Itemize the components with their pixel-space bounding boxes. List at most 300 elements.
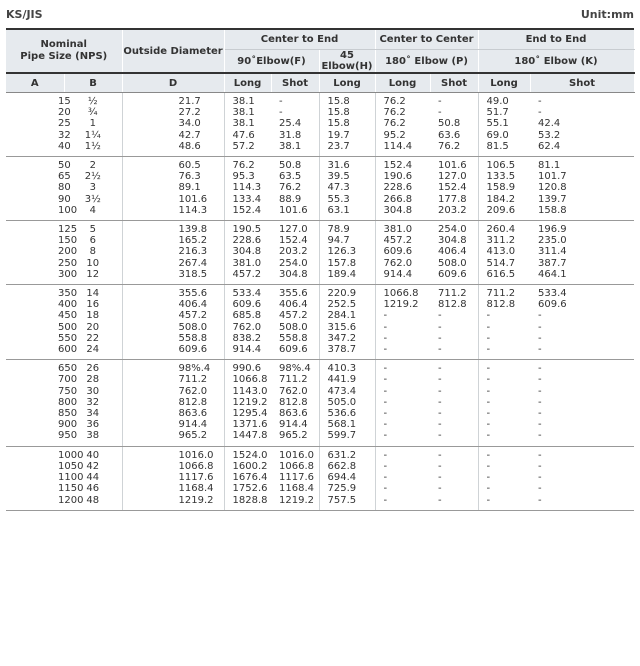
table-cell: 15 [58,96,71,107]
table-cell: - [538,472,542,484]
table-cell: - [478,360,530,375]
table-cell: 378.7 [319,344,375,360]
table-cell: 1066.8 [279,460,314,472]
table-cell: - [438,107,442,119]
table-cell: ½ [87,96,98,107]
table-cell: 12 [64,269,122,285]
table-cell: 711.2 [122,374,224,385]
table-cell: 20 [58,107,71,119]
table-cell: 1¼ [84,129,101,141]
table-cell: 284.1 [319,310,375,321]
table-cell: 21.7 [122,93,224,108]
table-cell: - [375,333,430,344]
table-cell: 76.3 [122,171,224,182]
table-cell: 228.6 [375,182,430,193]
table-cell: 101.6 [438,160,467,172]
table-cell: 609.6 [271,344,319,360]
table-row [6,194,634,205]
table-cell: 203.2 [279,246,308,258]
table-cell: - [538,107,542,119]
table-cell: 101.6 [122,194,224,205]
table-cell: 200 [58,246,78,258]
table-cell: 40 [86,449,100,461]
table-cell: - [538,408,542,420]
table-cell: 1828.8 [224,495,271,511]
table-cell: 34.0 [122,118,224,129]
table-cell: - [438,396,442,408]
table-cell: 250 [58,257,78,269]
table-cell: 1050 [58,460,84,472]
table-cell: 558.8 [279,332,308,344]
table-cell: 126.3 [319,246,375,257]
table-cell: - [375,322,430,333]
table-cell: - [538,374,542,386]
table-row [6,107,634,118]
table-cell: - [375,397,430,408]
table-cell: 750 [58,385,78,397]
table-cell: 16 [86,299,100,311]
table-cell: 387.7 [538,257,567,269]
table-cell: 26 [86,363,100,375]
column-code: B [64,73,122,93]
table-cell: 76.2 [279,182,302,194]
table-cell: 125 [58,224,78,236]
table-cell: 700 [58,374,78,386]
table-cell: 1 [89,118,96,130]
table-cell: 38 [64,430,122,446]
table-cell: - [478,310,530,321]
table-cell: - [478,419,530,430]
table-cell: 599.7 [319,430,375,446]
table-cell: - [375,472,430,483]
table-cell: - [530,495,634,511]
table-row [6,446,634,461]
table-cell: 1½ [64,141,122,157]
table-cell: 22 [86,332,100,344]
table-cell: - [375,430,430,446]
table-cell: - [438,310,442,322]
table-cell: - [438,449,442,461]
table-row [6,483,634,494]
table-cell: 355.6 [279,288,308,300]
table-cell: - [438,460,442,472]
column-code: Shot [430,73,478,93]
table-cell: 127.0 [438,171,467,183]
table-cell: 1295.4 [224,408,271,419]
table-cell: 228.6 [224,235,271,246]
table-cell: - [530,344,634,360]
col-center-to-end: Center to End [224,30,375,50]
table-cell: 400 [58,299,78,311]
table-cell: - [279,107,283,119]
table-cell: 152.4 [224,205,271,221]
table-cell: 42.7 [122,130,224,141]
table-cell: 100 [6,205,64,221]
table-cell: 558.8 [122,333,224,344]
table-cell: 15.8 [319,107,375,118]
table-cell: 1219.2 [122,495,224,511]
table-cell: 10 [86,257,100,269]
table-cell: 190.6 [375,171,430,182]
table-cell: 49.0 [478,93,530,108]
table-cell: 762.0 [375,258,430,269]
table-cell: 24 [64,344,122,360]
table-cell: - [375,386,430,397]
table-row [6,258,634,269]
table-cell: 196.9 [538,224,567,236]
table-body [6,93,634,511]
table-cell: 60.5 [122,157,224,172]
table-cell: 1371.6 [224,419,271,430]
table-row [6,171,634,182]
table-cell: 609.6 [224,299,271,310]
table-cell: - [538,419,542,431]
table-cell: 508.0 [122,322,224,333]
table-cell: 98%.4 [279,363,311,375]
table-cell: 1447.8 [224,430,271,446]
table-cell: 533.4 [224,285,271,300]
table-cell: 127.0 [279,224,308,236]
table-cell: 152.4 [375,157,430,172]
table-row [6,182,634,193]
table-cell: 32 [86,396,100,408]
table-cell: 441.9 [319,374,375,385]
table-cell: 550 [58,332,78,344]
table-cell: 762.0 [279,385,308,397]
table-cell: 88.9 [279,193,302,205]
table-cell: 914.4 [224,344,271,360]
table-cell: 98%.4 [122,360,224,375]
table-cell: 1066.8 [375,285,430,300]
table-cell: 457.2 [122,310,224,321]
table-cell: 609.6 [375,246,430,257]
table-cell: 381.0 [375,221,430,236]
table-cell: 609.6 [538,299,567,311]
table-cell: 473.4 [319,386,375,397]
table-cell: 55.1 [478,118,530,129]
table-cell: - [478,461,530,472]
page-header [6,6,634,22]
table-cell: 914.4 [375,269,430,285]
table-cell: - [538,310,542,322]
table-row [6,419,634,430]
table-row [6,322,634,333]
table-cell: - [438,96,442,107]
table-cell: 762.0 [224,322,271,333]
table-cell: 406.4 [438,246,467,258]
table-cell: 78.9 [319,221,375,236]
col-45-elbow: 45 Elbow(H) [319,50,375,74]
table-cell: 53.2 [538,129,561,141]
table-cell: 48 [64,495,122,511]
table-cell: 1219.2 [271,495,319,511]
table-cell: - [438,483,442,495]
table-cell: 725.9 [319,483,375,494]
table-cell: 165.2 [122,235,224,246]
table-cell: 505.0 [319,397,375,408]
table-cell: 711.2 [438,288,467,300]
table-cell: 44 [86,472,100,484]
table-cell: 1143.0 [224,386,271,397]
table-cell: 1066.8 [122,461,224,472]
table-cell: 304.8 [438,235,467,247]
table-cell: 80 [58,182,71,194]
table-cell: - [538,321,542,333]
table-cell: 914.4 [279,419,308,431]
table-cell: 965.2 [122,430,224,446]
table-row [6,386,634,397]
table-cell: - [478,472,530,483]
table-cell: - [478,430,530,446]
table-cell: 650 [58,363,78,375]
table-cell: - [438,419,442,431]
table-cell: 406.4 [122,299,224,310]
table-cell: 1752.6 [224,483,271,494]
table-cell: 184.2 [478,194,530,205]
table-cell: 757.5 [319,495,375,511]
table-cell: 76.2 [430,141,478,157]
table-cell: 1168.4 [122,483,224,494]
table-cell: 216.3 [122,246,224,257]
table-row [6,495,634,511]
table-cell: 38.1 [224,118,271,129]
table-cell: 101.7 [538,171,567,183]
table-cell: 28 [86,374,100,386]
table-cell: 1000 [58,449,84,461]
table-cell: 2 [89,160,96,172]
table-cell: - [478,397,530,408]
table-cell: - [375,419,430,430]
table-cell: 252.5 [319,299,375,310]
column-code: Long [375,73,430,93]
table-cell: 63.6 [438,129,461,141]
table-cell: 38.1 [224,107,271,118]
table-row [6,333,634,344]
table-cell: 3½ [84,193,101,205]
table-cell: 838.2 [224,333,271,344]
table-cell: 514.7 [478,258,530,269]
table-row [6,310,634,321]
table-cell: 47.6 [224,130,271,141]
col-outside-diameter: Outside Diameter [122,30,224,73]
table-cell: 48.6 [122,141,224,157]
table-cell: 631.2 [319,446,375,461]
table-cell: 762.0 [122,386,224,397]
table-cell: 15.8 [319,93,375,108]
table-row [6,360,634,375]
table-cell: - [478,386,530,397]
table-cell: 25 [58,118,71,130]
table-cell: 863.6 [279,408,308,420]
table-cell: 381.0 [224,258,271,269]
table-cell: 347.2 [319,333,375,344]
table-row [6,269,634,285]
table-cell: 457.2 [375,235,430,246]
table-cell: 76.2 [375,118,430,129]
table-cell: 38.1 [271,141,319,157]
table-cell: 57.2 [224,141,271,157]
table-cell: 900 [58,419,78,431]
table-cell: - [538,363,542,375]
col-180-elbow-k: 180˚ Elbow (K) [478,50,634,74]
column-code: Long [478,73,530,93]
table-cell: 406.4 [279,299,308,311]
table-cell: 711.2 [279,374,308,386]
table-row [6,93,634,108]
table-cell: 27.2 [122,107,224,118]
table-cell: 89.1 [122,182,224,193]
table-cell: 350 [58,288,78,300]
table-cell: 1219.2 [375,299,430,310]
table-cell: - [538,460,542,472]
table-cell: 1100 [58,472,84,484]
table-cell: 1016.0 [122,446,224,461]
table-cell: 114.3 [122,205,224,221]
table-cell: 914.4 [122,419,224,430]
table-cell: 600 [6,344,64,360]
table-row [6,130,634,141]
table-row [6,430,634,446]
table-cell: - [279,96,283,107]
table-row [6,299,634,310]
table-cell: 81.5 [478,141,530,157]
standard-label: KS/JIS [6,7,43,21]
table-cell: 812.8 [478,299,530,310]
column-code: Shot [271,73,319,93]
table-cell: 152.4 [438,182,467,194]
table-cell: 158.9 [478,182,530,193]
table-cell: 235.0 [538,235,567,247]
col-nominal-pipe-size: Nominal Pipe Size (NPS) [6,30,122,73]
table-cell: 14 [86,288,100,300]
table-cell: 42.4 [538,118,561,130]
table-cell: 203.2 [430,205,478,221]
table-cell: 157.8 [319,258,375,269]
table-cell: 609.6 [430,269,478,285]
table-cell: 50.8 [438,118,461,130]
table-cell: 76.2 [224,157,271,172]
table-cell: 1600.2 [224,461,271,472]
table-cell: - [478,374,530,385]
table-cell: 65 [58,171,71,183]
table-cell: - [478,483,530,494]
table-cell: 1219.2 [224,397,271,408]
table-cell: 508.0 [438,257,467,269]
table-cell: 25.4 [279,118,302,130]
table-row [6,374,634,385]
table-cell: 40 [6,141,64,157]
table-cell: - [538,483,542,495]
table-cell: 300 [6,269,64,285]
table-cell: 450 [58,310,78,322]
table-cell: - [438,363,442,375]
table-cell: 23.7 [319,141,375,157]
table-cell: 260.4 [478,221,530,236]
table-cell: 508.0 [279,321,308,333]
table-cell: 81.1 [538,160,561,172]
table-cell: - [478,322,530,333]
table-cell: - [538,449,542,461]
table-cell: 36 [86,419,100,431]
table-cell: 90 [58,193,71,205]
table-cell: 95.2 [375,130,430,141]
table-cell: 42 [86,460,100,472]
table-cell: 31.6 [319,157,375,172]
table-cell: - [538,396,542,408]
table-cell: 304.8 [271,269,319,285]
table-row [6,157,634,172]
table-row [6,344,634,360]
table-cell: 3 [89,182,96,194]
table-cell: 46 [86,483,100,495]
table-head [6,30,634,93]
col-end-to-end: End to End [478,30,634,50]
table-cell: 114.3 [224,182,271,193]
table-cell: - [478,408,530,419]
table-cell: 6 [89,235,96,247]
table-cell: 950 [6,430,64,446]
table-row [6,461,634,472]
table-cell: - [438,472,442,484]
table-cell: - [375,483,430,494]
table-cell: - [375,495,430,511]
table-cell: 413.0 [478,246,530,257]
table-cell: 266.8 [375,194,430,205]
table-cell: 457.2 [279,310,308,322]
table-row [6,141,634,157]
table-cell: 106.5 [478,157,530,172]
table-cell: 101.6 [271,205,319,221]
table-cell: 32 [58,129,71,141]
table-cell: 500 [58,321,78,333]
table-row [6,397,634,408]
table-cell: 62.4 [530,141,634,157]
table-cell: 457.2 [224,269,271,285]
table-cell: 150 [58,235,78,247]
table-cell: 139.7 [538,193,567,205]
table-cell: - [538,385,542,397]
table-cell: 152.4 [279,235,308,247]
table-cell: 209.6 [478,205,530,221]
table-row [6,246,634,257]
table-cell: 694.4 [319,472,375,483]
table-cell: - [438,321,442,333]
table-cell: - [375,310,430,321]
table-cell: 190.5 [224,221,271,236]
unit-label: Unit:mm [580,7,634,21]
table-cell: 685.8 [224,310,271,321]
table-cell: 1524.0 [224,446,271,461]
table-cell: 63.1 [319,205,375,221]
table-cell: 158.8 [530,205,634,221]
table-cell: 133.4 [224,194,271,205]
col-center-to-center: Center to Center [375,30,478,50]
table-cell: - [375,360,430,375]
table-cell: 355.6 [122,285,224,300]
col-180-elbow-p: 180˚ Elbow (P) [375,50,478,74]
table-cell: 30 [86,385,100,397]
table-cell: 267.4 [122,258,224,269]
table-cell: 965.2 [271,430,319,446]
table-cell: 114.4 [375,141,430,157]
table-cell: 177.8 [438,193,467,205]
column-code: D [122,73,224,93]
column-code: Long [319,73,375,93]
table-row [6,408,634,419]
table-cell: - [478,333,530,344]
table-cell: 1117.6 [122,472,224,483]
table-cell: 20 [86,321,100,333]
